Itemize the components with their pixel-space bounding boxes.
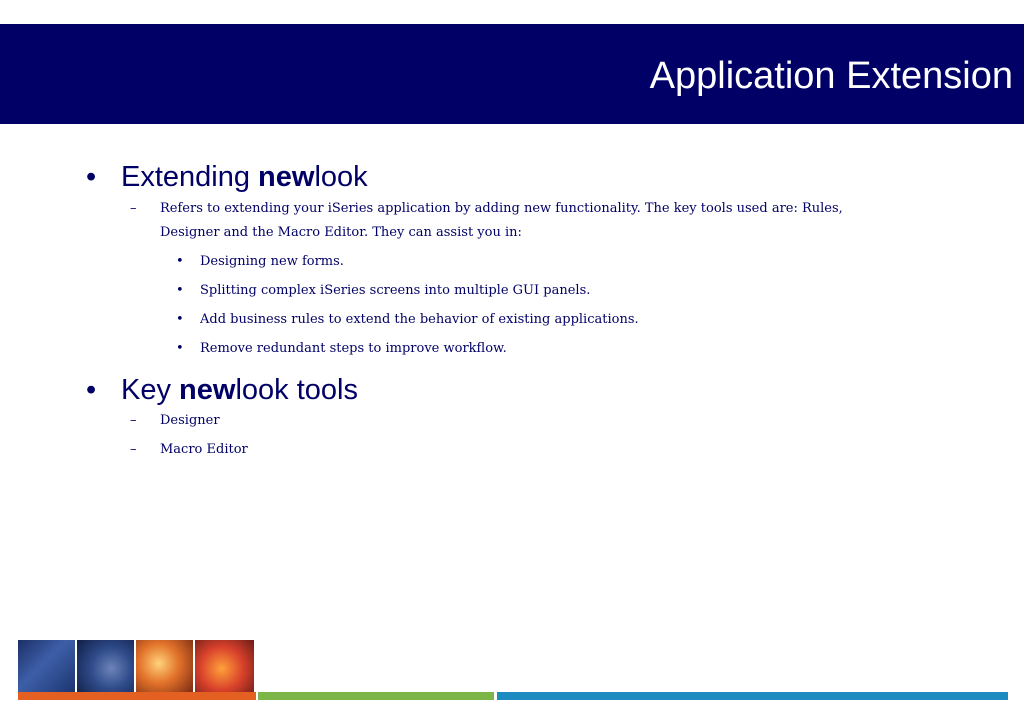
bullet-trail: look tools	[235, 374, 358, 406]
bullet-trail: look	[314, 161, 368, 193]
dot-marker: •	[176, 254, 184, 269]
footer-image-eye	[77, 640, 134, 692]
list-item-text: Remove redundant steps to improve workflow.	[200, 341, 507, 356]
footer-bar-blue	[497, 692, 1008, 700]
footer-image-strip	[18, 640, 256, 692]
list-item-text: Add business rules to extend the behavior of existing applications.	[200, 312, 639, 327]
sub-bullet-text: Refers to extending your iSeries application by adding new functionality. The key tools used are: Rules, Designer and the Macro Editor. They can assist you in:	[160, 201, 843, 240]
sub-bullet-macro-editor	[130, 438, 890, 462]
list-item	[176, 311, 639, 329]
bullet-key-newlook-tools	[86, 373, 358, 407]
bullet-bold: new	[179, 374, 236, 406]
slide-title: Application Extension	[649, 55, 1013, 97]
dash-marker: –	[130, 201, 137, 216]
dash-marker: –	[130, 413, 137, 428]
sub-bullet-designer	[130, 409, 890, 433]
bullet-extending-newlook	[86, 160, 368, 194]
list-item	[176, 253, 344, 271]
bullet-lead: Extending	[121, 161, 259, 193]
footer-image-fruit	[195, 640, 254, 692]
dash-marker: –	[130, 442, 137, 457]
sub-bullet-description	[130, 197, 890, 245]
bullet-lead: Key	[121, 374, 180, 406]
sub-bullet-text: Designer	[160, 413, 220, 428]
list-item-text: Designing new forms.	[200, 254, 344, 269]
sub-bullet-text: Macro Editor	[160, 442, 248, 457]
footer-bar-orange	[18, 692, 256, 700]
dot-marker: •	[176, 341, 184, 356]
list-item-text: Splitting complex iSeries screens into multiple GUI panels.	[200, 283, 591, 298]
dot-marker: •	[176, 312, 184, 327]
list-item	[176, 340, 507, 358]
bullet-marker: •	[86, 374, 97, 406]
dot-marker: •	[176, 283, 184, 298]
bullet-marker: •	[86, 161, 97, 193]
bullet-bold: new	[258, 161, 315, 193]
list-item	[176, 282, 590, 300]
footer-bar-green	[258, 692, 494, 700]
footer-image-abstract	[18, 640, 75, 692]
footer-image-sparkle	[136, 640, 193, 692]
